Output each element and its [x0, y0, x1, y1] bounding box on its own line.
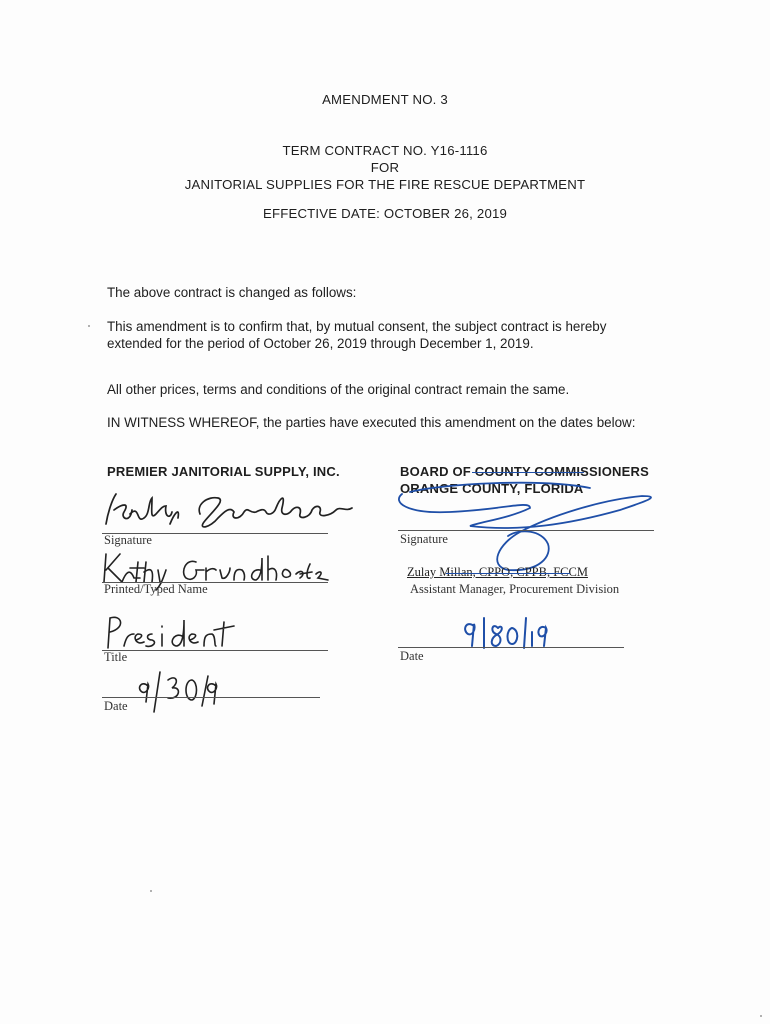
amendment-number: AMENDMENT NO. 3: [322, 92, 448, 107]
changed-statement: The above contract is changed as follows:: [107, 285, 357, 300]
contract-number: TERM CONTRACT NO. Y16-1116: [282, 143, 488, 158]
county-name: ORANGE COUNTY, FLORIDA: [400, 481, 584, 496]
vendor-title: [100, 612, 250, 652]
witness-statement: IN WITNESS WHEREOF, the parties have executed this amendment on the dates below:: [107, 415, 636, 430]
date-line-right: [398, 647, 624, 648]
date-label-left: Date: [104, 699, 128, 713]
title-line-left: [102, 650, 328, 651]
amendment-text-line1: This amendment is to confirm that, by mutual consent, the subject contract is hereby: [107, 319, 607, 334]
effective-date: EFFECTIVE DATE: OCTOBER 26, 2019: [262, 206, 508, 221]
printed-name-label-left: Printed/Typed Name: [104, 582, 208, 596]
vendor-name: PREMIER JANITORIAL SUPPLY, INC.: [107, 464, 340, 479]
contract-subject: JANITORIAL SUPPLIES FOR THE FIRE RESCUE DEPARTMENT: [184, 177, 586, 192]
signer-strike-mark: [446, 573, 570, 574]
contract-for: FOR: [370, 160, 400, 175]
signature-label-left: Signature: [104, 533, 152, 547]
other-terms: All other prices, terms and conditions of the original contract remain the same.: [107, 382, 570, 397]
signature-label-right: Signature: [400, 532, 448, 546]
title-label-left: Title: [104, 650, 128, 664]
scan-speck: [760, 1015, 762, 1017]
amendment-text-line2: extended for the period of October 26, 2019 through December 1, 2019.: [107, 336, 534, 351]
vendor-date: [136, 668, 236, 716]
signer-name: Zulay Millan, CPPO, CPPB, FCCM: [407, 565, 588, 579]
county-board-name: BOARD OF COUNTY COMMISSIONERS: [400, 464, 649, 479]
date-line-left: [102, 697, 320, 698]
scan-speck: [150, 890, 152, 892]
signer-title: Assistant Manager, Procurement Division: [410, 582, 620, 596]
county-date: [460, 614, 570, 654]
signature-line-right: [398, 530, 654, 531]
margin-mark: [88, 325, 90, 327]
date-label-right: Date: [400, 649, 424, 663]
